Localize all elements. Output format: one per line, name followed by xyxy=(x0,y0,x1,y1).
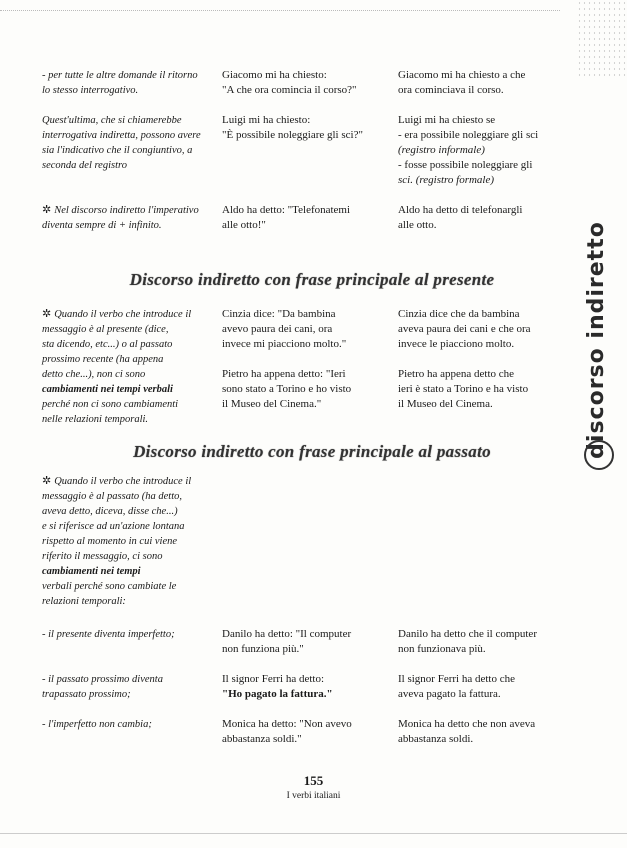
direct-speech: Giacomo mi ha chiesto: "A che ora comincia il corso?" xyxy=(222,69,357,96)
indirect-speech: Danilo ha detto che il computer non funzionava più. xyxy=(398,628,537,655)
top-dotted-line xyxy=(0,10,560,12)
rule-text: - l'imperfetto non cambia; xyxy=(42,719,152,730)
flower-bullet-icon: ✲ xyxy=(42,204,52,216)
direct-speech: Luigi mi ha chiesto: "È possibile noleggiare gli sci?" xyxy=(222,114,363,141)
rule-text: Quest'ultima, che si chiamerebbe interrogativa indiretta, possono avere sia l'indicativo che il congiuntivo, a seconda del registro xyxy=(42,115,201,171)
page-number: 155 xyxy=(303,773,324,788)
direct-speech: Cinzia dice: "Da bambina avevo paura dei cani, ora invece mi piacciono molto." Pietro ha appena detto: "Ieri sono stato a Torino e ho visto il Museo del Cinema." xyxy=(222,308,352,410)
section-heading-past: Discorso indiretto con frase principale al passato xyxy=(133,442,491,461)
rule-text: - il presente diventa imperfetto; xyxy=(42,629,175,640)
indirect-speech: Aldo ha detto di telefonargli alle otto. xyxy=(398,204,523,231)
direct-speech: Il signor Ferri ha detto: "Ho pagato la fattura." xyxy=(222,673,333,700)
corner-speckle xyxy=(577,0,627,80)
flower-bullet-icon: ✲ xyxy=(42,308,52,320)
rule-text: - il passato prossimo diventa trapassato prossimo; xyxy=(42,674,163,700)
flower-bullet-icon: ✲ xyxy=(42,475,52,487)
indirect-speech: Luigi mi ha chiesto se - era possibile noleggiare gli sci (registro informale) - fosse possibile noleggiare gli sci. (registro formale) xyxy=(398,114,539,186)
rule-text: ✲ Quando il verbo che introduce il messaggio è al passato (ha detto, aveva detto, diceva, disse che...) e si riferisce ad un'azione lontana rispetto al momento in cui viene riferito il messaggio, ci sono cambiamenti nei tempi verbali perché sono cambiate le relazioni temporali: xyxy=(42,475,192,607)
direct-speech: Danilo ha detto: "Il computer non funziona più." xyxy=(222,628,352,655)
indirect-speech: Cinzia dice che da bambina aveva paura dei cani e che ora invece le piacciono molto. Pietro ha appena detto che ieri è stato a Torino e ha visto il Museo del Cinema. xyxy=(398,308,531,410)
footer-title: I verbi italiani xyxy=(286,791,341,801)
rule-text: ✲ Nel discorso indiretto l'imperativo diventa sempre di + infinito. xyxy=(42,204,199,231)
indirect-speech: Monica ha detto che non aveva abbastanza soldi. xyxy=(398,718,536,745)
indirect-speech: Giacomo mi ha chiesto a che ora cominciava il corso. xyxy=(398,69,526,96)
rule-text: - per tutte le altre domande il ritorno lo stesso interrogativo. xyxy=(42,70,198,96)
chapter-sidebar xyxy=(580,215,614,465)
direct-speech: Aldo ha detto: "Telefonatemi alle otto!" xyxy=(222,204,351,231)
section-heading-present: Discorso indiretto con frase principale al presente xyxy=(129,270,495,289)
sidebar-label: discorso indiretto xyxy=(584,221,609,459)
sidebar-emblem-icon xyxy=(584,440,614,470)
direct-speech: Monica ha detto: "Non avevo abbastanza soldi." xyxy=(222,718,352,745)
rule-text: ✲ Quando il verbo che introduce il messaggio è al presente (dice, sta dicendo, etc...) o al passato prossimo recente (ha appena detto che...), non ci sono cambiamenti nei tempi verbali perché non ci sono cambiamenti nelle relazioni temporali. xyxy=(42,308,192,425)
bottom-line xyxy=(0,833,627,835)
indirect-speech: Il signor Ferri ha detto che aveva pagato la fattura. xyxy=(398,673,515,700)
